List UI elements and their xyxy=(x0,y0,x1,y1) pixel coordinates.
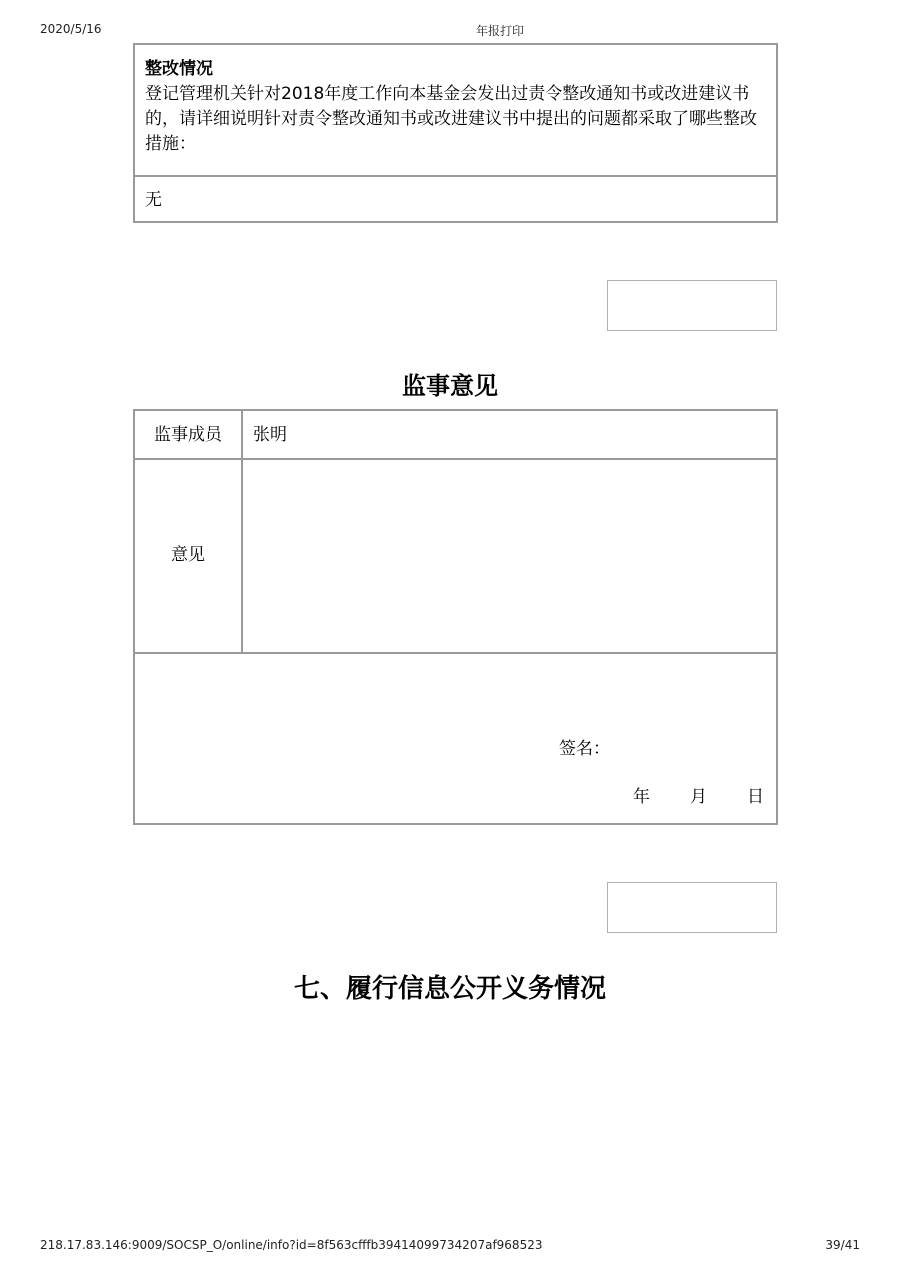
supervisor-opinion-title: 监事意见 xyxy=(402,372,498,400)
row-divider xyxy=(135,175,776,177)
rectification-question-cell xyxy=(145,57,770,157)
member-value: 张明 xyxy=(253,425,287,445)
print-header-title: 年报打印 xyxy=(475,24,524,38)
signature-label: 签名： xyxy=(559,739,610,759)
stamp-box xyxy=(607,280,777,331)
rectification-answer: 无 xyxy=(145,190,162,210)
page-number: 39/41 xyxy=(825,1238,860,1252)
opinion-label: 意见 xyxy=(171,545,205,565)
supervisor-opinion-table xyxy=(133,409,778,825)
member-label: 监事成员 xyxy=(154,425,222,445)
rectification-heading: 整改情况 xyxy=(145,59,213,79)
row-divider xyxy=(135,458,776,460)
date-day-label: 日 xyxy=(747,787,764,807)
page-url: 218.17.83.146:9009/SOCSP_O/online/info?id=8f563cfffb39414099734207af968523 xyxy=(40,1238,543,1252)
print-date: 2020/5/16 xyxy=(40,22,102,36)
rectification-question-line: 措施： xyxy=(145,134,196,154)
column-divider xyxy=(241,411,243,652)
stamp-box xyxy=(607,882,777,933)
row-divider xyxy=(135,652,776,654)
rectification-question-line: 的，请详细说明针对责令整改通知书或改进建议书中提出的问题都采取了哪些整改 xyxy=(145,109,757,129)
rectification-table xyxy=(133,43,778,223)
date-year-label: 年 xyxy=(633,787,650,807)
rectification-question-line: 登记管理机关针对2018年度工作向本基金会发出过责令整改通知书或改进建议书 xyxy=(145,84,750,104)
section-title-disclosure: 七、履行信息公开义务情况 xyxy=(293,974,606,1004)
date-month-label: 月 xyxy=(690,787,707,807)
